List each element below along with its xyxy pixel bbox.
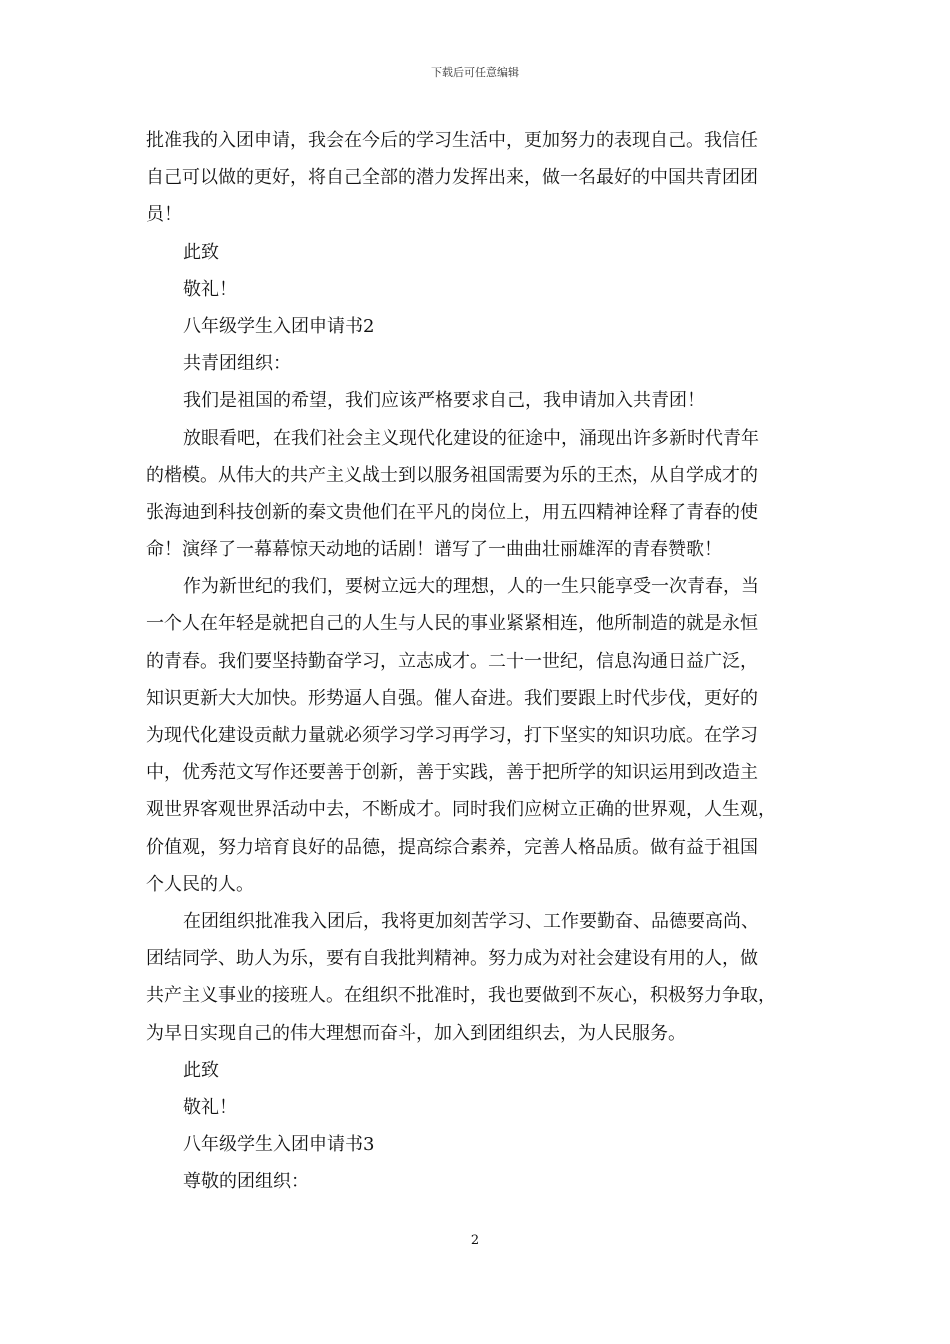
text-line: 我们是祖国的希望，我们应该严格要求自己，我申请加入共青团！ xyxy=(183,390,705,412)
text-line: 张海迪到科技创新的秦文贵他们在平凡的岗位上，用五四精神诠释了青春的使 xyxy=(146,501,758,523)
text-line: 敬礼！ xyxy=(183,1096,237,1118)
text-line: 八年级学生入团申请书3 xyxy=(183,1134,375,1156)
text-line: 为现代化建设贡献力量就必须学习学习再学习，打下坚实的知识功底。在学习 xyxy=(146,725,758,746)
text-line: 一个人在年轻是就把自己的人生与人民的事业紧紧相连，他所制造的就是永恒 xyxy=(146,613,758,635)
text-line: 作为新世纪的我们，要树立远大的理想，人的一生只能享受一次青春，当 xyxy=(183,576,759,598)
text-line: 敬礼！ xyxy=(183,278,237,300)
text-line: 团结同学、助人为乐，要有自我批判精神。努力成为对社会建设有用的人，做 xyxy=(146,948,758,970)
text-line: 放眼看吧，在我们社会主义现代化建设的征途中，涌现出许多新时代青年 xyxy=(183,427,759,449)
text-line: 批准我的入团申请，我会在今后的学习生活中，更加努力的表现自己。我信任 xyxy=(146,130,758,151)
text-line: 个人民的人。 xyxy=(146,873,254,895)
text-line: 价值观，努力培育良好的品德，提高综合素养，完善人格品质。做有益于祖国 xyxy=(146,836,758,858)
document-body xyxy=(146,122,816,1200)
text-line: 自己可以做的更好，将自己全部的潜力发挥出来，做一名最好的中国共青团团 xyxy=(146,167,758,189)
text-line: 知识更新大大加快。形势逼人自强。催人奋进。我们要跟上时代步伐，更好的 xyxy=(146,687,758,709)
text-line: 的楷模。从伟大的共产主义战士到以服务祖国需要为乐的王杰，从自学成才的 xyxy=(146,464,758,486)
text-line: 八年级学生入团申请书2 xyxy=(183,315,375,337)
text-line: 共产主义事业的接班人。在组织不批准时，我也要做到不灰心，积极努力争取， xyxy=(146,985,776,1007)
text-line: 此致 xyxy=(183,1059,219,1081)
page-header: 下载后可任意编辑 xyxy=(431,66,519,79)
text-line: 观世界客观世界活动中去，不断成才。同时我们应树立正确的世界观，人生观， xyxy=(146,799,776,821)
text-line: 中，优秀范文写作还要善于创新，善于实践，善于把所学的知识运用到改造主 xyxy=(146,762,758,784)
text-line: 在团组织批准我入团后，我将更加刻苦学习、工作要勤奋、品德要高尚、 xyxy=(183,910,759,932)
text-line: 尊敬的团组织： xyxy=(183,1171,309,1193)
text-line: 为早日实现自己的伟大理想而奋斗，加入到团组织去，为人民服务。 xyxy=(146,1022,686,1044)
text-line: 的青春。我们要坚持勤奋学习，立志成才。二十一世纪，信息沟通日益广泛， xyxy=(146,650,758,672)
page-number: 2 xyxy=(470,1233,480,1248)
text-line: 共青团组织： xyxy=(183,353,291,375)
text-line: 员！ xyxy=(146,204,182,226)
text-line: 此致 xyxy=(183,241,219,263)
text-line: 命！演绎了一幕幕惊天动地的话剧！谱写了一曲曲壮丽雄浑的青春赞歌！ xyxy=(146,539,722,561)
